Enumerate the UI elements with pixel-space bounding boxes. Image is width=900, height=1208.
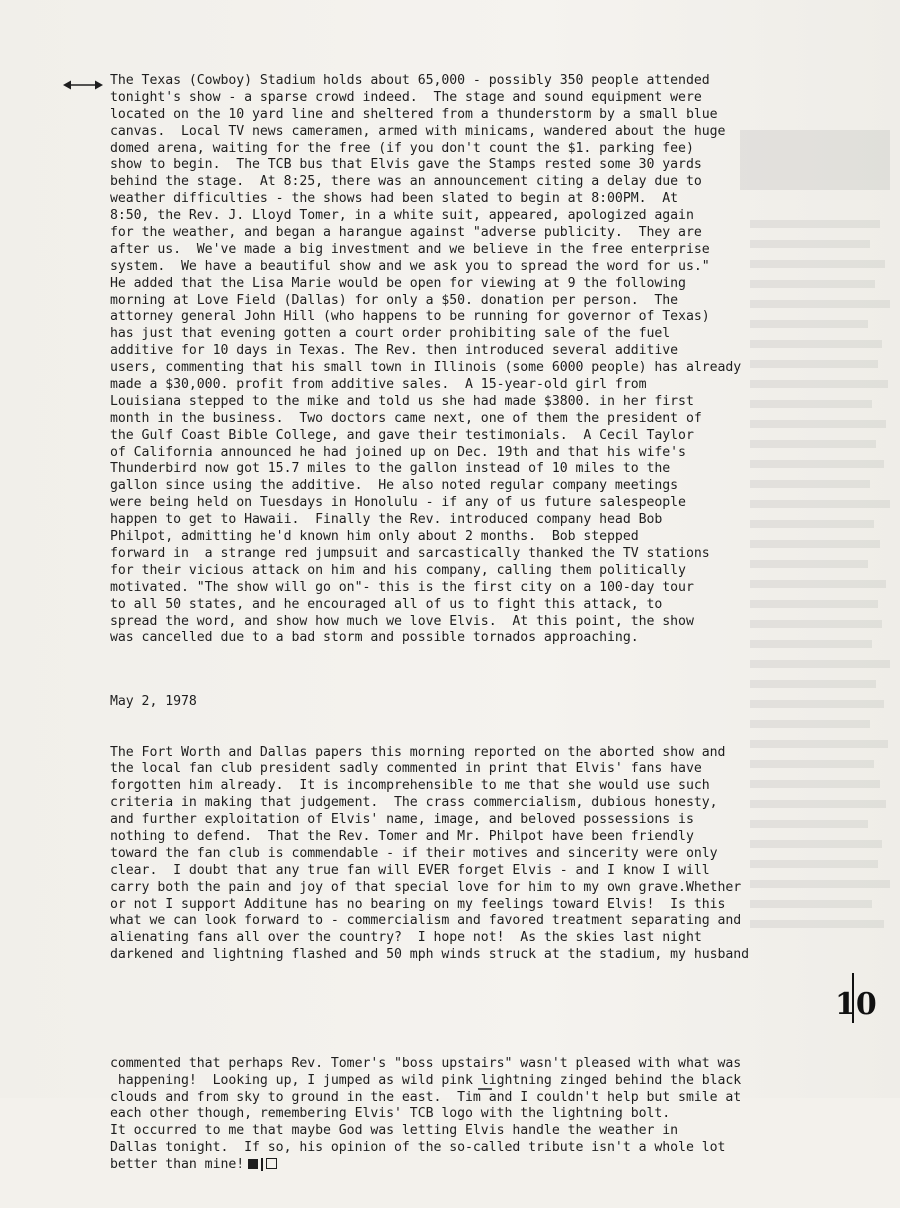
text-line: were being held on Tuesdays in Honolulu - if any of us future salespeople	[110, 495, 686, 511]
text-line: carry both the pain and joy of that special love for him to my own grave.Whether	[110, 879, 742, 895]
text-line: was cancelled due to a bad storm and possible tornados approaching.	[110, 630, 639, 646]
page-number: 10	[835, 987, 877, 1022]
text-line: to all 50 states, and he encouraged all of us to fight this attack, to	[110, 596, 663, 612]
text-line: month in the business. Two doctors came next, one of them the president of	[110, 410, 702, 426]
date-heading: May 2, 1978	[110, 693, 197, 709]
text-line: of California announced he had joined up on Dec. 19th and that his wife's	[110, 444, 686, 460]
text-line: clear. I doubt that any true fan will EVER forget Elvis - and I know I will	[110, 862, 710, 878]
text-line: Thunderbird now got 15.7 miles to the gallon instead of 10 miles to the	[110, 461, 671, 477]
text-line: users, commenting that his small town in Illinois (some 6000 people) has already	[110, 360, 742, 376]
text-line: domed arena, waiting for the free (if you don't count the $1. parking fee)	[110, 140, 694, 156]
text-line: behind the stage. At 8:25, there was an announcement citing a delay due to	[110, 174, 702, 190]
commentary-paragraph	[110, 745, 800, 965]
text-line: made a $30,000. profit from additive sales. A 15-year-old girl from	[110, 377, 647, 393]
text-line: after us. We've made a big investment and we believe in the free enterprise	[110, 241, 710, 257]
text-line: located on the 10 yard line and sheltered from a thunderstorm by a small blue	[110, 106, 718, 122]
text-line: system. We have a beautiful show and we ask you to spread the word for us."	[110, 258, 710, 274]
text-line: better than mine!	[110, 1157, 800, 1174]
end-of-article-marks	[244, 1158, 277, 1175]
text-line: The Texas (Cowboy) Stadium holds about 65,000 - possibly 350 people attended	[110, 73, 710, 88]
text-line: 8:50, the Rev. J. Lloyd Tomer, in a white suit, appeared, apologized again	[110, 208, 694, 224]
text-line: motivated. "The show will go on"- this is the first city on a 100-day tour	[110, 579, 694, 595]
text-line: nothing to defend. That the Rev. Tomer and Mr. Philpot have been friendly	[110, 828, 694, 844]
text-line: show to begin. The TCB bus that Elvis gave the Stamps rested some 30 yards	[110, 157, 702, 173]
text-line: the Gulf Coast Bible College, and gave their testimonials. A Cecil Taylor	[110, 427, 694, 443]
text-line: commented that perhaps Rev. Tomer's "boss upstairs" wasn't pleased with what was	[110, 1055, 742, 1071]
text-line: or not I support Additune has no bearing on my feelings toward Elvis! Is this	[110, 896, 726, 912]
divider-bar	[261, 1158, 263, 1171]
text-line: each other though, remembering Elvis' TCB logo with the lightning bolt.	[110, 1106, 671, 1122]
text-line: spread the word, and show how much we love Elvis. At this point, the show	[110, 613, 694, 629]
text-line: He added that the Lisa Marie would be open for viewing at 9 the following	[110, 275, 686, 291]
text-line: forgotten him already. It is incomprehensible to me that she would use such	[110, 778, 710, 794]
text-line: alienating fans all over the country? I hope not! As the skies last night	[110, 930, 702, 946]
text-line: canvas. Local TV news cameramen, armed with minicams, wandered about the huge	[110, 123, 726, 139]
text-line: morning at Love Field (Dallas) for only a $50. donation per person. The	[110, 292, 679, 308]
text-line: toward the fan club is commendable - if their motives and sincerity were only	[110, 845, 718, 861]
text-line: Dallas tonight. If so, his opinion of the so-called tribute isn't a whole lot	[110, 1140, 726, 1156]
text-line: additive for 10 days in Texas. The Rev. then introduced several additive	[110, 343, 679, 359]
double-arrow-icon	[63, 79, 103, 91]
text-line: forward in a strange red jumpsuit and sarcastically thanked the TV stations	[110, 545, 710, 561]
text-line: Philpot, admitting he'd known him only about 2 months. Bob stepped	[110, 529, 639, 545]
report-paragraph	[110, 73, 800, 647]
open-square-icon	[266, 1158, 277, 1169]
text-line: clouds and from sky to ground in the east. Tim and I couldn't help but smile at	[110, 1089, 742, 1105]
text-line: happen to get to Hawaii. Finally the Rev. introduced company head Bob	[110, 512, 663, 528]
diary-entry	[110, 660, 800, 1208]
text-line: for their vicious attack on him and his company, calling them politically	[110, 562, 686, 578]
text-line: gallon since using the additive. He also noted regular company meetings	[110, 478, 679, 494]
text-line: for the weather, and began a harangue against "adverse publicity. They are	[110, 225, 702, 241]
closing-paragraph	[110, 1056, 800, 1174]
page-bottom-mark	[478, 1088, 492, 1090]
text-line: criteria in making that judgement. The crass commercialism, dubious honesty,	[110, 795, 718, 811]
text-line: has just that evening gotten a court order prohibiting sale of the fuel	[110, 326, 671, 342]
text-line: attorney general John Hill (who happens to be running for governor of Texas)	[110, 309, 710, 325]
text-line: Louisiana stepped to the mike and told us she had made $3800. in her first	[110, 393, 694, 409]
text-line: happening! Looking up, I jumped as wild pink lightning zinged behind the black	[110, 1072, 742, 1088]
text-line: tonight's show - a sparse crowd indeed. The stage and sound equipment were	[110, 89, 702, 105]
text-line: It occurred to me that maybe God was letting Elvis handle the weather in	[110, 1123, 679, 1139]
text-line: the local fan club president sadly commented in print that Elvis' fans have	[110, 761, 702, 777]
text-line: The Fort Worth and Dallas papers this morning reported on the aborted show and	[110, 744, 726, 760]
filled-square-icon	[248, 1159, 258, 1169]
text-line: and further exploitation of Elvis' name, image, and beloved possessions is	[110, 812, 694, 828]
text-line: darkened and lightning flashed and 50 mph winds struck at the stadium, my husband	[110, 947, 750, 963]
text-line: weather difficulties - the shows had been slated to begin at 8:00PM. At	[110, 191, 679, 207]
text-line: what we can look forward to - commercialism and favored treatment separating and	[110, 913, 742, 929]
